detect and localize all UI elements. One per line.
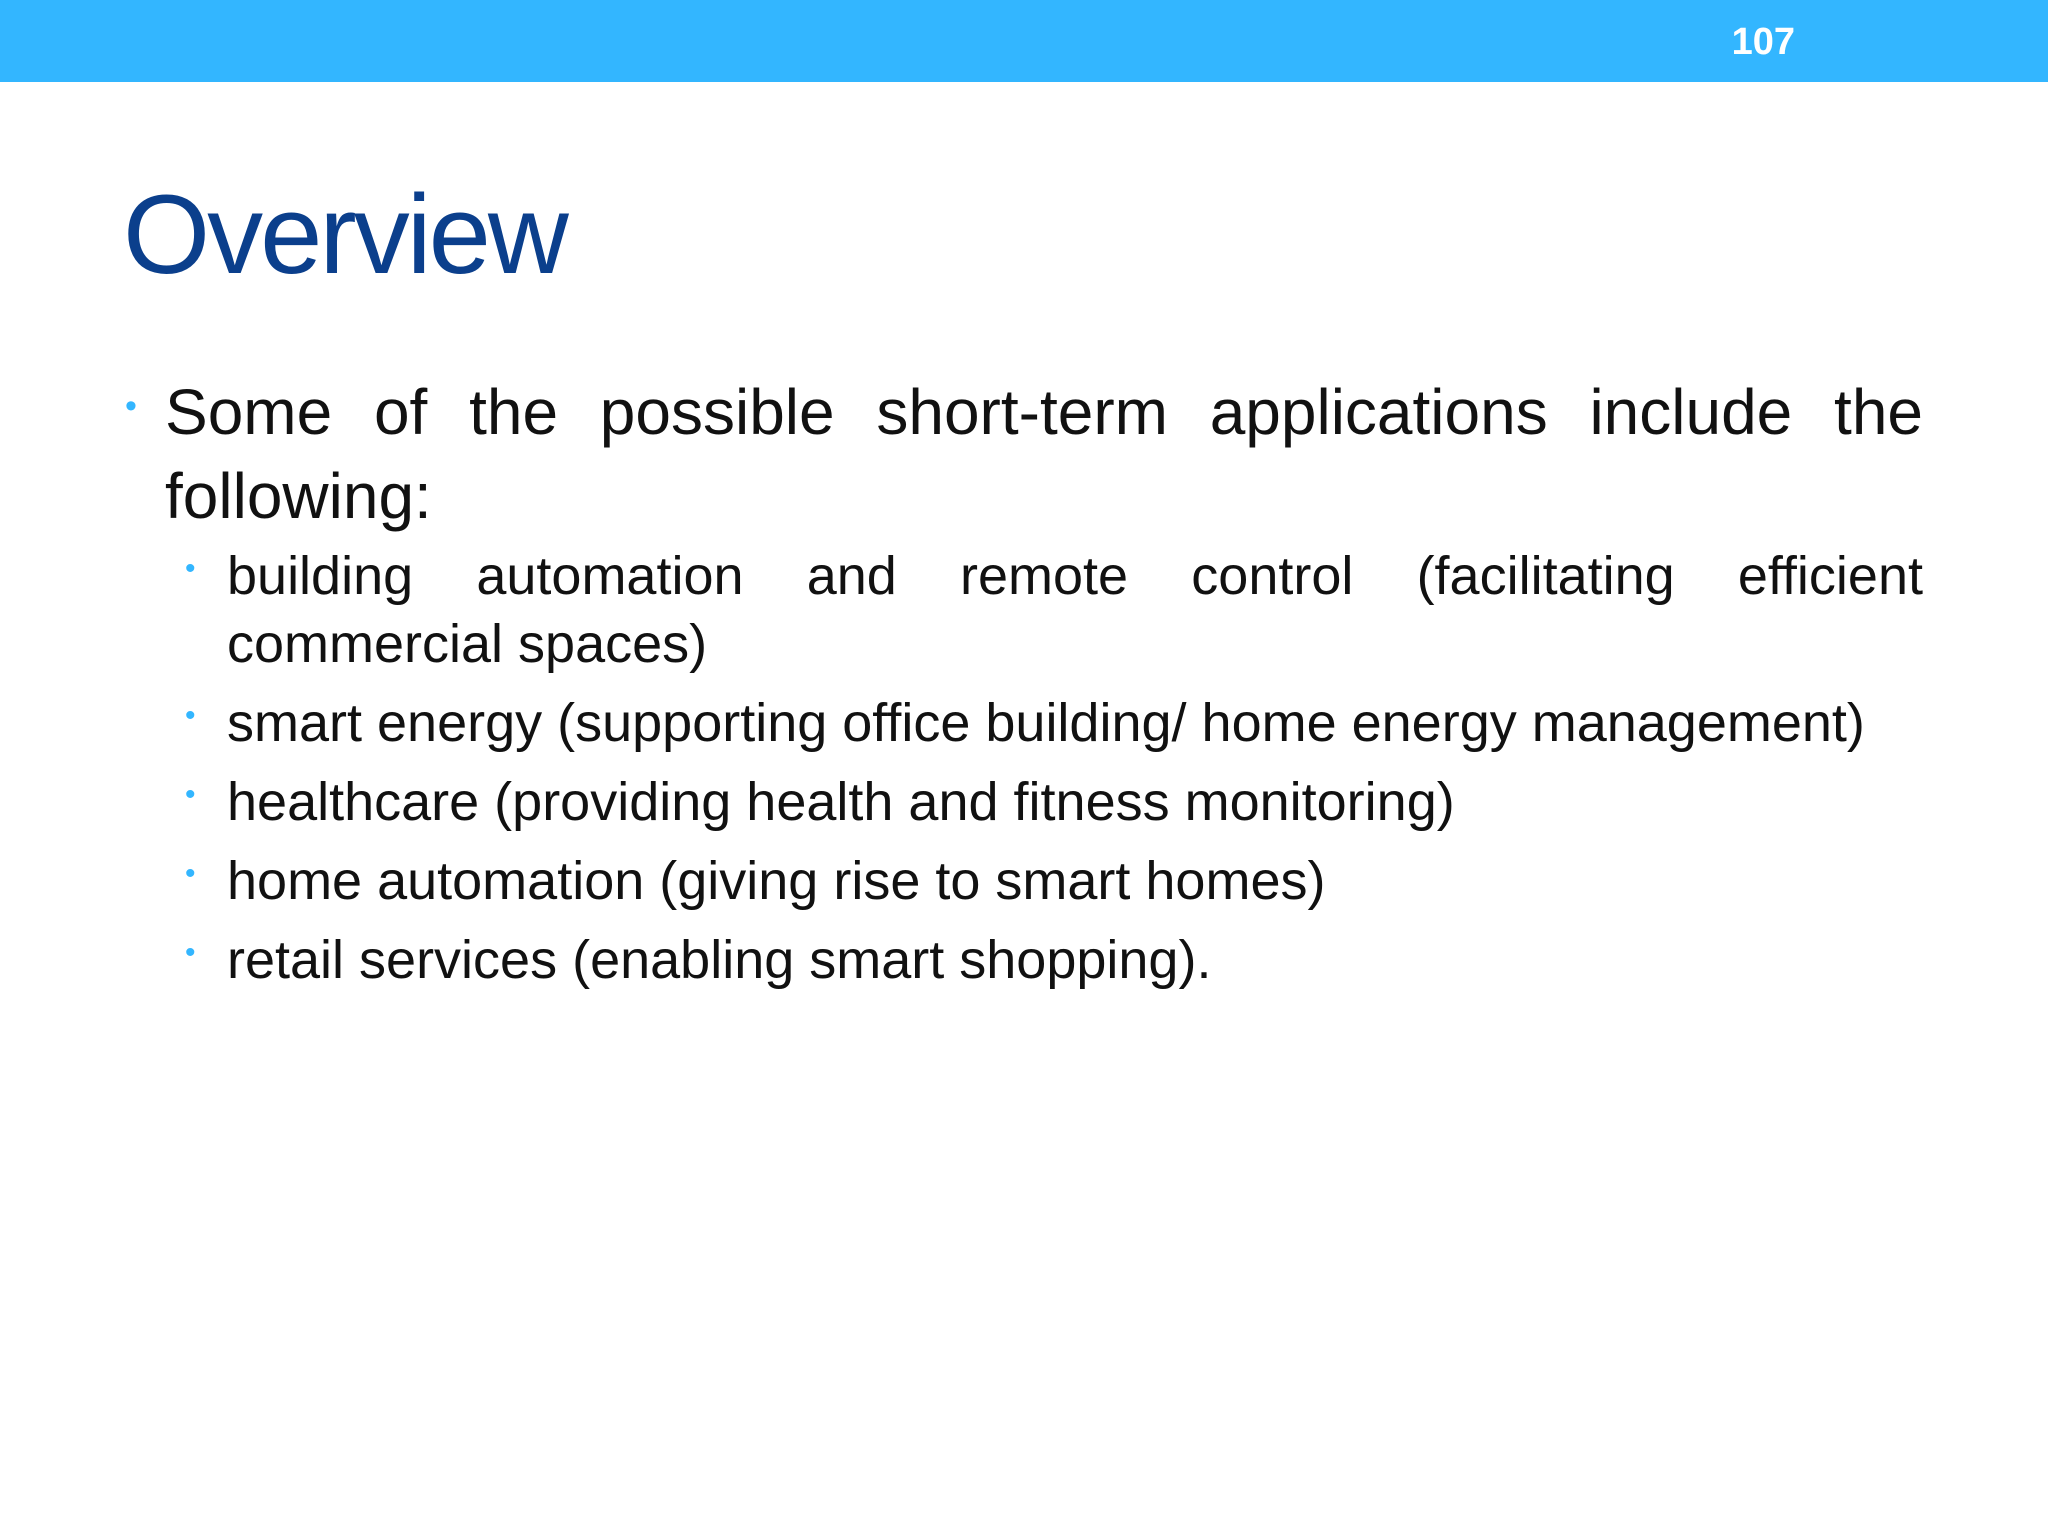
sub-bullet-list [123, 542, 1923, 994]
sub-bullet-text: building automation and remote control (facilitating efficient commercial spaces) [227, 546, 1923, 674]
main-bullet-item [123, 370, 1923, 538]
bullet-dot-icon: • [185, 936, 196, 969]
slide-content [123, 370, 1923, 1005]
bullet-dot-icon: • [185, 857, 196, 890]
sub-bullet-text: smart energy (supporting office building/ home energy management) [227, 693, 1865, 753]
sub-bullet-item [185, 768, 1923, 836]
bullet-dot-icon: • [185, 778, 196, 811]
slide-title: Overview [123, 172, 566, 297]
page-number: 107 [1731, 21, 1795, 63]
bullet-dot-icon: • [185, 552, 196, 585]
bullet-dot-icon: • [185, 699, 196, 732]
slide-header-bar [0, 0, 2048, 82]
main-bullet-text: Some of the possible short-term applications include the following: [165, 376, 1923, 532]
sub-bullet-text: retail services (enabling smart shopping). [227, 930, 1212, 990]
sub-bullet-item [185, 689, 1923, 757]
sub-bullet-text: healthcare (providing health and fitness monitoring) [227, 772, 1455, 832]
sub-bullet-item [185, 542, 1923, 678]
sub-bullet-item [185, 847, 1923, 915]
sub-bullet-text: home automation (giving rise to smart homes) [227, 851, 1326, 911]
sub-bullet-item [185, 926, 1923, 994]
bullet-dot-icon: • [125, 387, 137, 425]
